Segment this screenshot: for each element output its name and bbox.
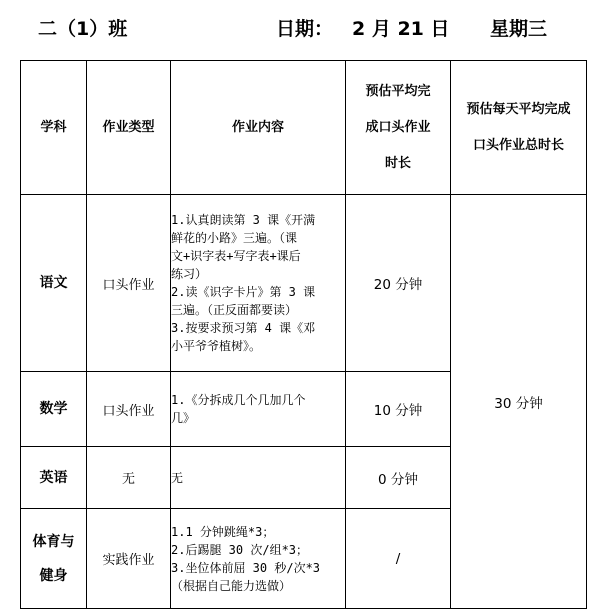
content-line: 2.后踢腿 30 次/组*3； — [171, 542, 309, 557]
content-line: 练习） — [171, 267, 208, 281]
content-cell — [171, 509, 346, 609]
type-cell: 实践作业 — [87, 509, 171, 609]
page-header — [0, 14, 602, 46]
time-cell: 0 分钟 — [346, 447, 451, 509]
content-line: 鲜花的小路》三遍。（课 — [171, 231, 298, 245]
time-cell: 10 分钟 — [346, 372, 451, 447]
content-line: 2.读《识字卡片》第 3 课 — [171, 285, 316, 299]
table-header-row — [21, 61, 587, 195]
content-line: 文+识字表+写字表+课后 — [171, 249, 301, 263]
content-line: 几》 — [171, 411, 196, 425]
time-cell: 20 分钟 — [346, 195, 451, 372]
header-daily-total-line: 预估每天平均完成 — [466, 101, 571, 117]
daily-total-cell: 30 分钟 — [451, 195, 587, 609]
subject-cell: 数学 — [21, 372, 87, 447]
content-cell — [171, 372, 346, 447]
type-cell: 口头作业 — [87, 372, 171, 447]
header-subject: 学科 — [21, 61, 87, 195]
content-line: 无 — [171, 470, 184, 485]
weekday: 星期三 — [490, 18, 548, 40]
content-line: 三遍。（正反面都要读） — [171, 303, 298, 317]
header-oral-time-line: 预估平均完 — [365, 83, 431, 99]
subject-cell: 英语 — [21, 447, 87, 509]
class-name: 二（1）班 — [38, 18, 128, 40]
header-oral-time-line: 成口头作业 — [365, 119, 431, 135]
content-cell — [171, 195, 346, 372]
subject-line: 健身 — [39, 567, 68, 584]
content-line: 1.1 分钟跳绳*3； — [171, 524, 275, 539]
table-row — [21, 195, 587, 372]
time-cell: / — [346, 509, 451, 609]
header-daily-total — [451, 61, 587, 195]
homework-table — [20, 60, 587, 609]
header-type: 作业类型 — [87, 61, 171, 195]
subject-cell: 语文 — [21, 195, 87, 372]
header-daily-total-line: 口头作业总时长 — [472, 137, 564, 153]
content-cell — [171, 447, 346, 509]
content-line: （根据自己能力选做） — [171, 578, 292, 593]
content-line: 3.坐位体前屈 30 秒/次*3 — [171, 560, 321, 575]
date-value: 2 月 21 日 — [352, 18, 450, 40]
content-line: 1.《分拆成几个几加几个 — [171, 393, 306, 407]
content-line: 3.按要求预习第 4 课《邓 — [171, 321, 316, 335]
date-label: 日期： — [276, 18, 334, 40]
header-content: 作业内容 — [171, 61, 346, 195]
type-cell: 口头作业 — [87, 195, 171, 372]
subject-cell — [21, 509, 87, 609]
header-oral-time-line: 时长 — [384, 155, 411, 171]
header-oral-time — [346, 61, 451, 195]
content-line: 小平爷爷植树》。 — [171, 339, 262, 353]
type-cell: 无 — [87, 447, 171, 509]
content-line: 1.认真朗读第 3 课《开满 — [171, 213, 316, 227]
subject-line: 体育与 — [32, 533, 75, 550]
